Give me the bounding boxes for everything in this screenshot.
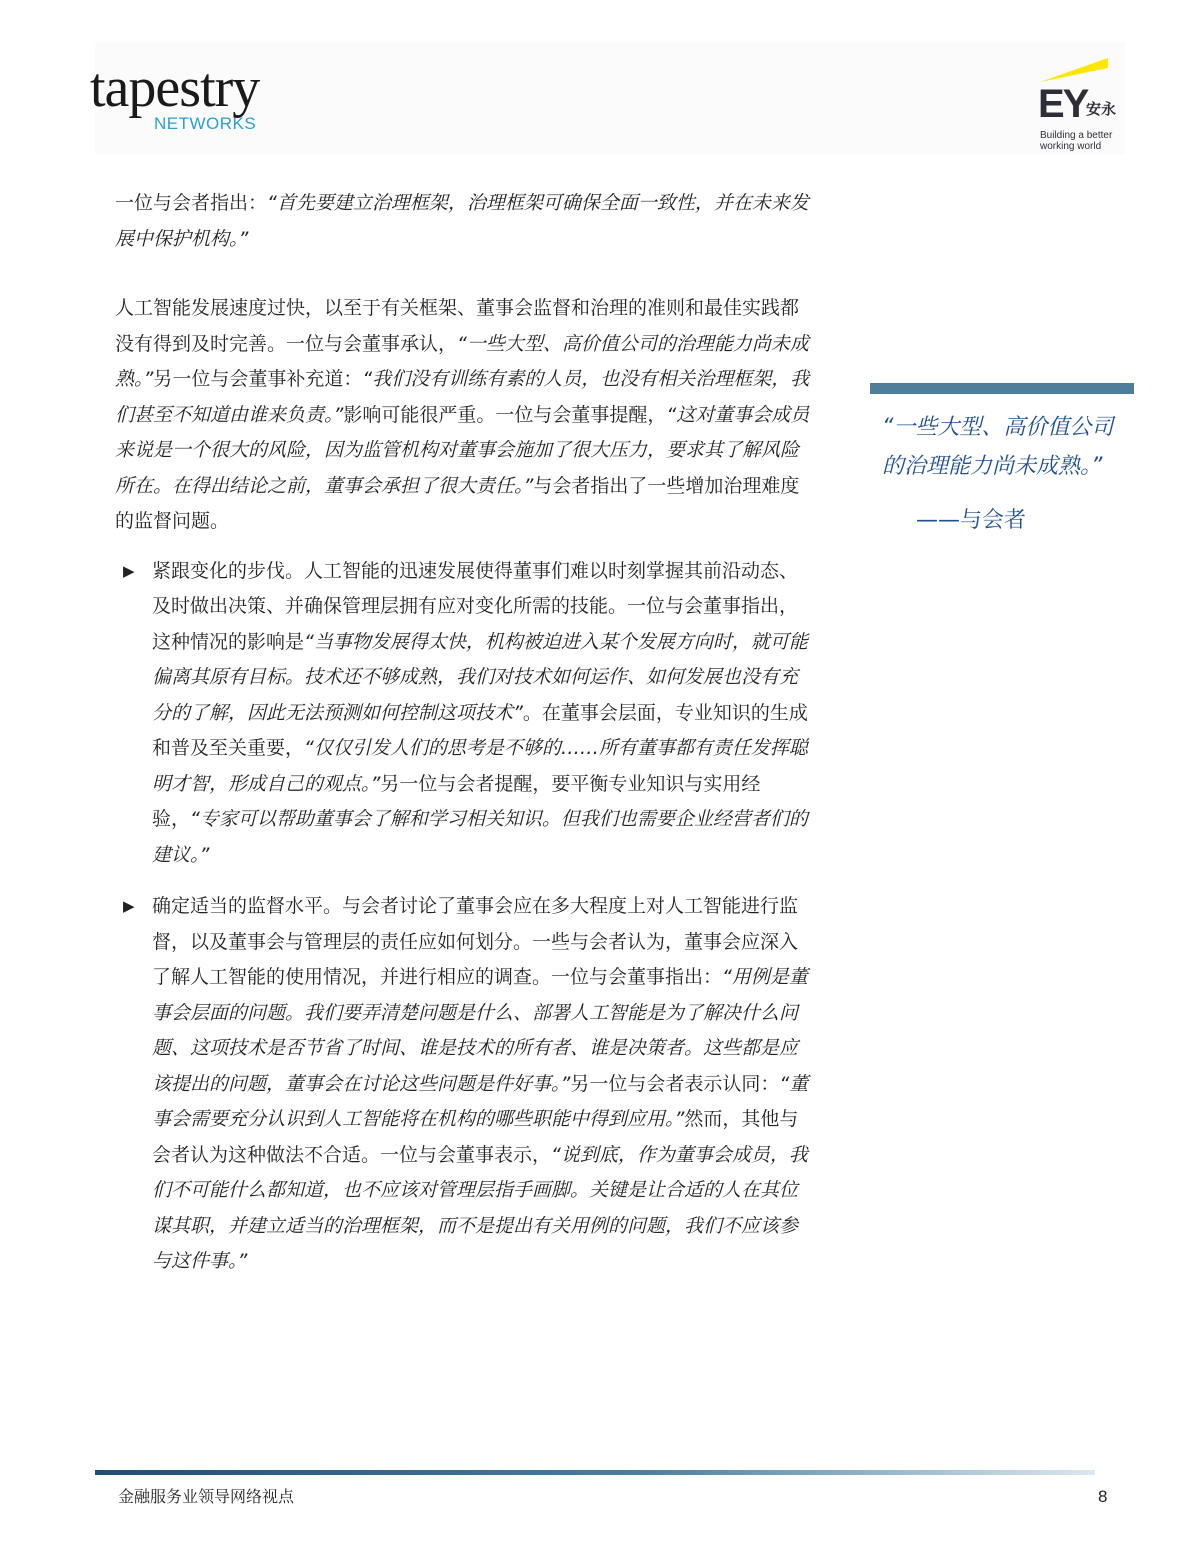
p2-text-2: 另一位与会董事补充道： bbox=[153, 368, 363, 390]
p2-quote-1: “一些大型、高价值公司的治理能力尚未成熟。” bbox=[115, 332, 809, 390]
tapestry-logo-sub: NETWORKS bbox=[154, 114, 257, 133]
p2-quote-2: “我们没有训练有素的人员，也没有相关治理框架，我们甚至不知道由谁来负责。” bbox=[115, 368, 810, 426]
ey-logo-tagline: Building a better working world bbox=[1040, 130, 1113, 152]
b1-text-3: 另一位与会者提醒，要平衡专业知识与实用经验， bbox=[152, 772, 761, 830]
ey-yellow-slash-icon bbox=[1036, 54, 1116, 84]
b1-quote-3: “专家可以帮助董事会了解和学习相关知识。但我们也需要企业经营者们的建议。” bbox=[152, 808, 808, 866]
tapestry-logo-word: tapestry bbox=[90, 57, 260, 119]
pull-quote-text: “一些大型、高价值公司的治理能力尚未成熟。” bbox=[882, 415, 1114, 479]
bullet-item-1 bbox=[115, 554, 815, 874]
p2-text-4: 与会者指出了一些增加治理难度的监督问题。 bbox=[115, 474, 800, 532]
b2-quote-3: “说到底，作为董事会成员，我们不可能什么都知道，也不应该对管理层指手画脚。关键是让合适的人在其位谋其职，并建立适当的治理框架，而不是提出有关用例的问题，我们不应该参与这件事。” bbox=[152, 1143, 808, 1272]
p2-text-1: 人工智能发展速度过快，以至于有关框架、董事会监督和治理的准则和最佳实践都没有得到及时完善。一位与会董事承认， bbox=[115, 297, 800, 355]
tapestry-networks-logo bbox=[90, 58, 320, 138]
p1-quote: “首先要建立治理框架，治理框架可确保全面一致性，并在未来发展中保护机构。” bbox=[115, 192, 809, 250]
b2-quote-2: “董事会需要充分认识到人工智能将在机构的哪些职能中得到应用。” bbox=[152, 1072, 809, 1130]
footer-rule bbox=[95, 1470, 1095, 1475]
page-number: 8 bbox=[1098, 1487, 1108, 1506]
ey-logo-letters: EY bbox=[1038, 82, 1088, 126]
b1-text-1: 紧跟变化的步伐。人工智能的迅速发展使得董事们难以时刻掌握其前沿动态、及时做出决策、并确保管理层拥有应对变化所需的技能。一位与会董事指出，这种情况的影响是 bbox=[152, 559, 799, 653]
p1-lead: 一位与会者指出： bbox=[115, 192, 268, 214]
pull-quote-sidebar bbox=[870, 383, 1135, 536]
b2-text-1: 确定适当的监督水平。与会者讨论了董事会应在多大程度上对人工智能进行监督，以及董事会与管理层的责任应如何划分。一些与会者认为，董事会应深入了解人工智能的使用情况，并进行相应的调查。一位与会董事指出： bbox=[152, 895, 799, 988]
p2-text-3: 影响可能很严重。一位与会董事提醒， bbox=[343, 403, 667, 426]
bullet-triangle-icon: ▶ bbox=[123, 897, 135, 915]
p2-quote-3: “这对董事会成员来说是一个很大的风险，因为监管机构对董事会施加了很大压力，要求其了解风险所在。在得出结论之前，董事会承担了很大责任。” bbox=[115, 403, 810, 497]
b1-text-2: 。在董事会层面，专业知识的生成和普及至关重要， bbox=[152, 701, 808, 759]
b2-text-3: 然而，其他与会者认为这种做法不合适。一位与会董事表示， bbox=[152, 1108, 799, 1166]
spacer bbox=[115, 257, 815, 291]
ey-logo bbox=[1036, 54, 1136, 154]
main-content bbox=[115, 186, 815, 1280]
paragraph-2 bbox=[115, 291, 815, 540]
bullet-triangle-icon: ▶ bbox=[123, 561, 135, 580]
b2-quote-1: “用例是董事会层面的问题。我们要弄清楚问题是什么、部署人工智能是为了解决什么问题、这项技术是否节省了时间、谁是技术的所有者、谁是决策者。这些都是应该提出的问题，董事会在讨论这些问题是件好事。” bbox=[152, 966, 808, 1095]
bullet-item-2 bbox=[115, 889, 815, 1280]
b1-quote-1: “当事物发展得太快，机构被迫进入某个发展方向时，就可能偏离其原有目标。技术还不够成熟，我们对技术如何运作、如何发展也没有充分的了解，因此无法预测如何控制这项技术” bbox=[152, 630, 808, 724]
footer-title: 金融服务业领导网络视点 bbox=[118, 1487, 295, 1506]
b1-quote-2: “仅仅引发人们的思考是不够的……所有董事都有责任发挥聪明才智，形成自己的观点。” bbox=[152, 737, 808, 795]
ey-logo-chinese: 安永 bbox=[1086, 100, 1117, 118]
b2-text-2: 另一位与会者表示认同： bbox=[570, 1072, 780, 1095]
pull-quote-attribution: ——与会者 bbox=[916, 508, 1027, 533]
paragraph-1 bbox=[115, 186, 815, 257]
sidebar-rule bbox=[870, 383, 1134, 394]
